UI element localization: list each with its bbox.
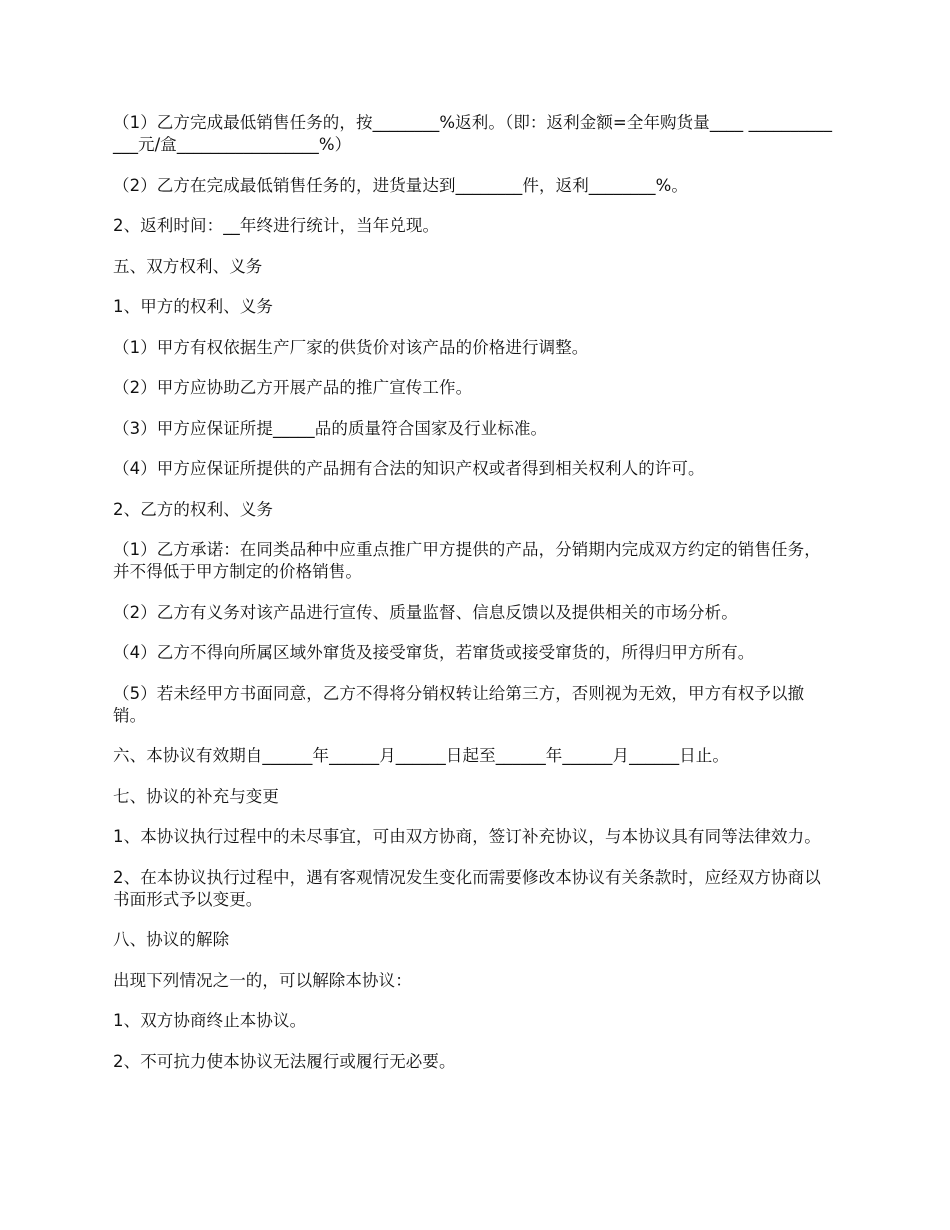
supplement-item-2: 2、在本协议执行过程中，遇有客观情况发生变化而需要修改本协议有关条款时，应经双方协商以书面形式予以变更。 [113, 867, 821, 909]
party-a-item-3: （3）甲方应保证所提_____品的质量符合国家及行业标准。 [113, 418, 548, 438]
party-b-item-1: （1）乙方承诺：在同类品种中应重点推广甲方提供的产品，分销期内完成双方约定的销售任务，并不得低于甲方制定的价格销售。 [113, 540, 821, 581]
party-a-item-1: （1）甲方有权依据生产厂家的供货价对该产品的价格进行调整。 [113, 337, 589, 357]
section-heading-supplement: 七、协议的补充与变更 [113, 786, 279, 806]
supplement-item-1: 1、本协议执行过程中的未尽事宜，可由双方协商，签订补充协议，与本协议具有同等法律效力。 [113, 827, 821, 846]
party-b-item-4: （4）乙方不得向所属区域外窜货及接受窜货，若窜货或接受窜货的，所得归甲方所有。 [113, 643, 755, 662]
party-a-item-4: （4）甲方应保证所提供的产品拥有合法的知识产权或者得到相关权利人的许可。 [113, 459, 705, 478]
party-a-item-2: （2）甲方应协助乙方开展产品的推广宣传工作。 [113, 378, 473, 397]
rebate-clause-1: （1）乙方完成最低销售任务的，按________%返利。（即：返利金额=全年购货量____ _____________元/盒_________________%） [113, 113, 833, 154]
party-b-item-2: （2）乙方有义务对该产品进行宣传、质量监督、信息反馈以及提供相关的市场分析。 [113, 602, 738, 622]
section-heading-rights-obligations: 五、双方权利、义务 [113, 256, 263, 276]
section-heading-termination: 八、协议的解除 [113, 930, 230, 949]
rebate-time: 2、返利时间：__年终进行统计，当年兑现。 [113, 216, 440, 235]
party-b-item-5: （5）若未经甲方书面同意，乙方不得将分销权转让给第三方，否则视为无效，甲方有权予以撤销。 [113, 683, 805, 725]
party-b-heading: 2、乙方的权利、义务 [113, 499, 273, 519]
termination-item-2: 2、不可抗力使本协议无法履行或履行无必要。 [113, 1051, 456, 1071]
document-body [113, 112, 835, 1091]
validity-period: 六、本协议有效期自______年______月______日起至______年______月______日止。 [113, 746, 729, 765]
rebate-clause-2: （2）乙方在完成最低销售任务的，进货量达到________件，返利________%。 [113, 175, 688, 195]
termination-intro: 出现下列情况之一的，可以解除本协议： [113, 970, 412, 990]
party-a-heading: 1、甲方的权利、义务 [113, 297, 273, 316]
termination-item-1: 1、双方协商终止本协议。 [113, 1011, 307, 1030]
